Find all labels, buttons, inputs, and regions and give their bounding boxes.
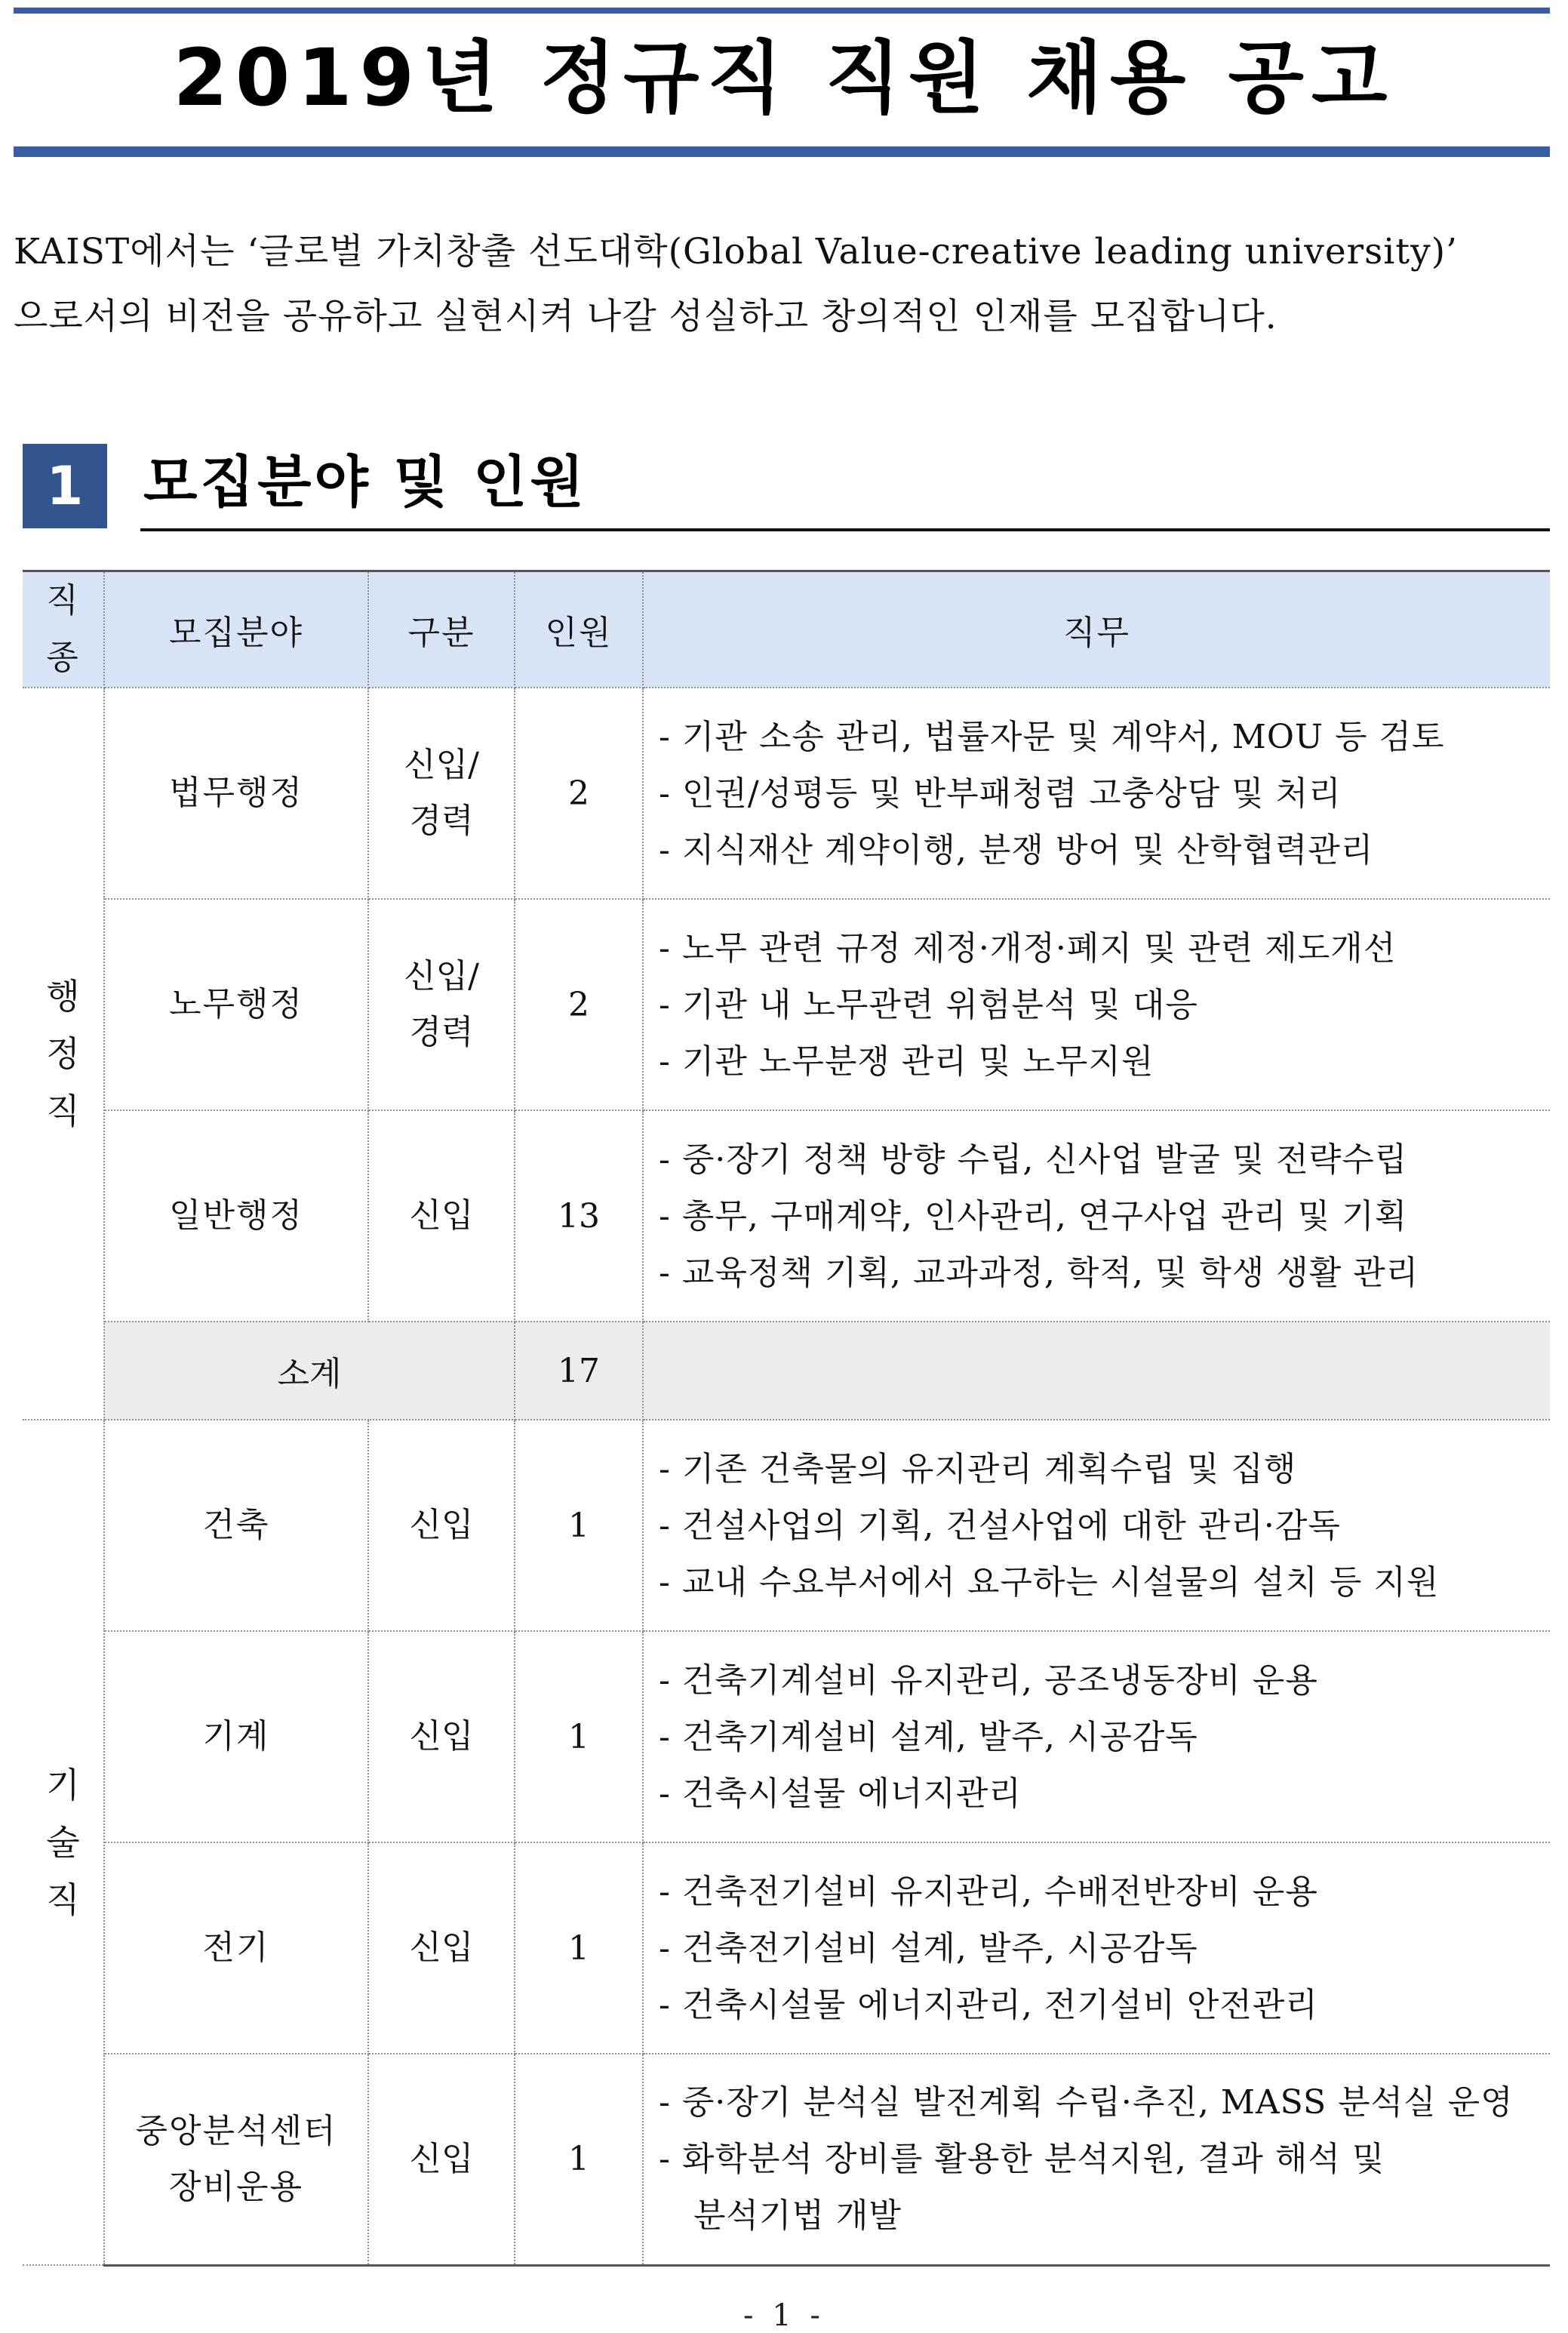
table-row xyxy=(23,1420,1550,1631)
title-top-rule xyxy=(14,8,1550,14)
table-row xyxy=(23,1631,1550,1842)
category-char: 직 xyxy=(46,1091,80,1131)
field-text: 장비운용 xyxy=(168,2167,303,2206)
subtotal-empty xyxy=(643,1322,1550,1420)
duty-item: - 건축전기설비 유지관리, 수배전반장비 운용 xyxy=(659,1872,1318,1911)
count-cell: 1 xyxy=(515,1420,643,1631)
header-category-char: 직 xyxy=(46,581,80,620)
field-cell xyxy=(104,1631,368,1842)
duty-item-continuation: 분석기법 개발 xyxy=(693,2196,902,2236)
type-cell xyxy=(368,688,515,899)
type-text: 경력 xyxy=(409,1013,474,1051)
field-cell xyxy=(104,688,368,899)
section-title: 모집분야 및 인원 xyxy=(143,450,587,515)
table-row xyxy=(23,2054,1550,2265)
type-text: 신입/ xyxy=(404,957,479,996)
table-header-row xyxy=(23,571,1550,688)
subtotal-row xyxy=(23,1322,1550,1420)
duties-cell xyxy=(643,2054,1550,2265)
field-text: 기계 xyxy=(202,1717,270,1756)
field-text: 전기 xyxy=(202,1928,270,1967)
count-cell: 1 xyxy=(515,1631,643,1842)
duty-item: - 총무, 구매계약, 인사관리, 연구사업 관리 및 기획 xyxy=(659,1196,1408,1236)
header-type: 구분 xyxy=(368,571,515,688)
duty-item: - 건축기계설비 설계, 발주, 시공감독 xyxy=(659,1717,1198,1756)
duty-item: - 교내 수요부서에서 요구하는 시설물의 설치 등 지원 xyxy=(659,1562,1440,1602)
duty-item: - 기관 노무분쟁 관리 및 노무지원 xyxy=(659,1042,1154,1081)
duty-item: - 기관 내 노무관련 위험분석 및 대응 xyxy=(659,985,1198,1024)
header-duties: 직무 xyxy=(643,571,1550,688)
duties-cell xyxy=(643,688,1550,899)
type-cell xyxy=(368,1631,515,1842)
type-text: 신입 xyxy=(409,1928,474,1967)
duties-cell xyxy=(643,1420,1550,1631)
section-number-badge: 1 xyxy=(23,444,107,528)
count-cell: 1 xyxy=(515,1842,643,2054)
type-text: 신입 xyxy=(409,1717,474,1756)
subtotal-count: 17 xyxy=(515,1322,643,1420)
subtotal-label: 소계 xyxy=(104,1322,515,1420)
duties-cell xyxy=(643,1631,1550,1842)
type-cell xyxy=(368,899,515,1110)
category-cell-tech xyxy=(23,1420,104,2265)
title-bottom-rule xyxy=(14,146,1550,157)
field-cell xyxy=(104,899,368,1110)
type-text: 신입 xyxy=(409,1196,474,1235)
field-text: 건축 xyxy=(202,1506,270,1544)
recruitment-table xyxy=(23,570,1550,2267)
duty-item: - 중·장기 정책 방향 수립, 신사업 발굴 및 전략수립 xyxy=(659,1140,1408,1179)
type-text: 신입 xyxy=(409,1506,474,1544)
type-cell xyxy=(368,1420,515,1631)
duty-item: - 건축시설물 에너지관리 xyxy=(659,1774,1022,1813)
duties-cell xyxy=(643,1110,1550,1322)
page-number: - 1 - xyxy=(743,2298,825,2333)
type-text: 경력 xyxy=(409,802,474,840)
duty-item: - 건축기계설비 유지관리, 공조냉동장비 운용 xyxy=(659,1660,1318,1700)
duty-item: - 교육정책 기획, 교과과정, 학적, 및 학생 생활 관리 xyxy=(659,1253,1419,1292)
category-char: 직 xyxy=(46,1879,80,1920)
table-row xyxy=(23,688,1550,899)
duty-item: - 기관 소송 관리, 법률자문 및 계약서, MOU 등 검토 xyxy=(659,717,1445,756)
type-cell xyxy=(368,1110,515,1322)
header-category-char: 종 xyxy=(46,639,80,677)
field-text: 법무행정 xyxy=(168,774,303,812)
type-cell xyxy=(368,2054,515,2265)
category-char: 술 xyxy=(46,1822,80,1863)
count-cell: 1 xyxy=(515,2054,643,2265)
duty-item: - 중·장기 분석실 발전계획 수립·추진, MASS 분석실 운영 xyxy=(659,2083,1514,2122)
field-cell xyxy=(104,2054,368,2265)
count-cell: 2 xyxy=(515,899,643,1110)
field-text: 노무행정 xyxy=(168,985,303,1023)
header-field: 모집분야 xyxy=(104,571,368,688)
duties-cell xyxy=(643,899,1550,1110)
intro-line-1: KAIST에서는 ‘글로벌 가치창출 선도대학(Global Value-creative leading university)’ xyxy=(14,231,1458,272)
duty-item: - 노무 관련 규정 제정·개정·폐지 및 관련 제도개선 xyxy=(659,928,1397,968)
type-cell xyxy=(368,1842,515,2054)
table-row xyxy=(23,899,1550,1110)
intro-line-2: 으로서의 비전을 공유하고 실현시켜 나갈 성실하고 창의적인 인재를 모집합니다. xyxy=(14,296,1277,337)
duty-item: - 지식재산 계약이행, 분쟁 방어 및 산학협력관리 xyxy=(659,830,1374,869)
page-title: 2019년 정규직 직원 채용 공고 xyxy=(173,32,1395,124)
category-char: 행 xyxy=(46,976,80,1017)
header-category xyxy=(23,571,104,688)
duty-item: - 건설사업의 기획, 건설사업에 대한 관리·감독 xyxy=(659,1506,1341,1545)
category-cell-admin xyxy=(23,688,104,1420)
duty-item: - 건축시설물 에너지관리, 전기설비 안전관리 xyxy=(659,1985,1318,2024)
type-text: 신입/ xyxy=(404,746,479,784)
duty-item: - 기존 건축물의 유지관리 계획수립 및 집행 xyxy=(659,1449,1297,1488)
category-char: 정 xyxy=(46,1033,80,1074)
count-cell: 2 xyxy=(515,688,643,899)
field-cell xyxy=(104,1420,368,1631)
field-cell xyxy=(104,1842,368,2054)
duties-cell xyxy=(643,1842,1550,2054)
category-char: 기 xyxy=(46,1765,80,1805)
duty-item: - 건축전기설비 설계, 발주, 시공감독 xyxy=(659,1928,1198,1968)
duty-item: - 화학분석 장비를 활용한 분석지원, 결과 해석 및 xyxy=(659,2140,1385,2179)
field-cell xyxy=(104,1110,368,1322)
field-text: 중앙분석센터 xyxy=(135,2111,337,2150)
field-text: 일반행정 xyxy=(168,1196,303,1235)
table-row xyxy=(23,1842,1550,2054)
type-text: 신입 xyxy=(409,2139,474,2178)
duty-item: - 인권/성평등 및 반부패청렴 고충상담 및 처리 xyxy=(659,774,1342,813)
count-cell: 13 xyxy=(515,1110,643,1322)
table-row xyxy=(23,1110,1550,1322)
section-title-underline xyxy=(140,528,1550,531)
header-count: 인원 xyxy=(515,571,643,688)
